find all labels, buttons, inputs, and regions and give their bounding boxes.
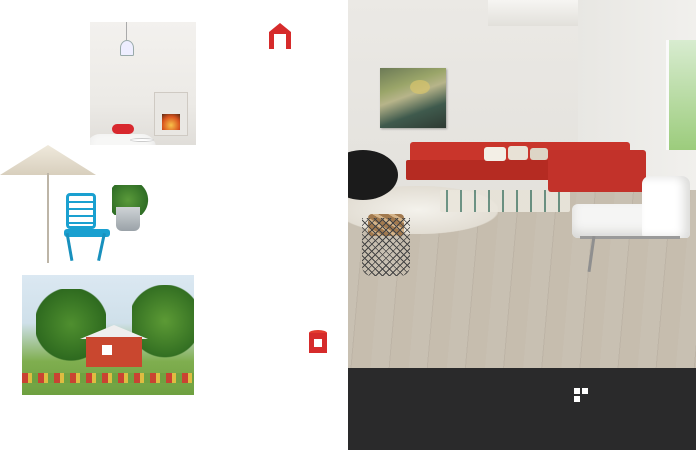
umbrella-icon: [0, 145, 96, 175]
blue-chair-icon: [60, 193, 118, 263]
rug-icon: [440, 190, 570, 212]
red-box-thumbnail-icon: [306, 328, 330, 356]
interface-advertisement: [348, 0, 696, 450]
red-house-icon: [86, 337, 142, 367]
firewood-basket-icon: [362, 218, 410, 276]
ad-footer: [348, 368, 696, 450]
garden-photo: [0, 145, 205, 270]
fireplace-fire-icon: [162, 114, 180, 130]
window-icon: [666, 40, 696, 150]
interface-logo: [574, 388, 593, 402]
pendant-lamp-icon: [120, 40, 134, 56]
house-thumbnail-icon: [268, 22, 292, 50]
painting-icon: [380, 68, 446, 128]
white-armchair-icon: [572, 176, 696, 272]
interface-logo-icon: [574, 388, 588, 402]
house-photo: [22, 275, 194, 395]
